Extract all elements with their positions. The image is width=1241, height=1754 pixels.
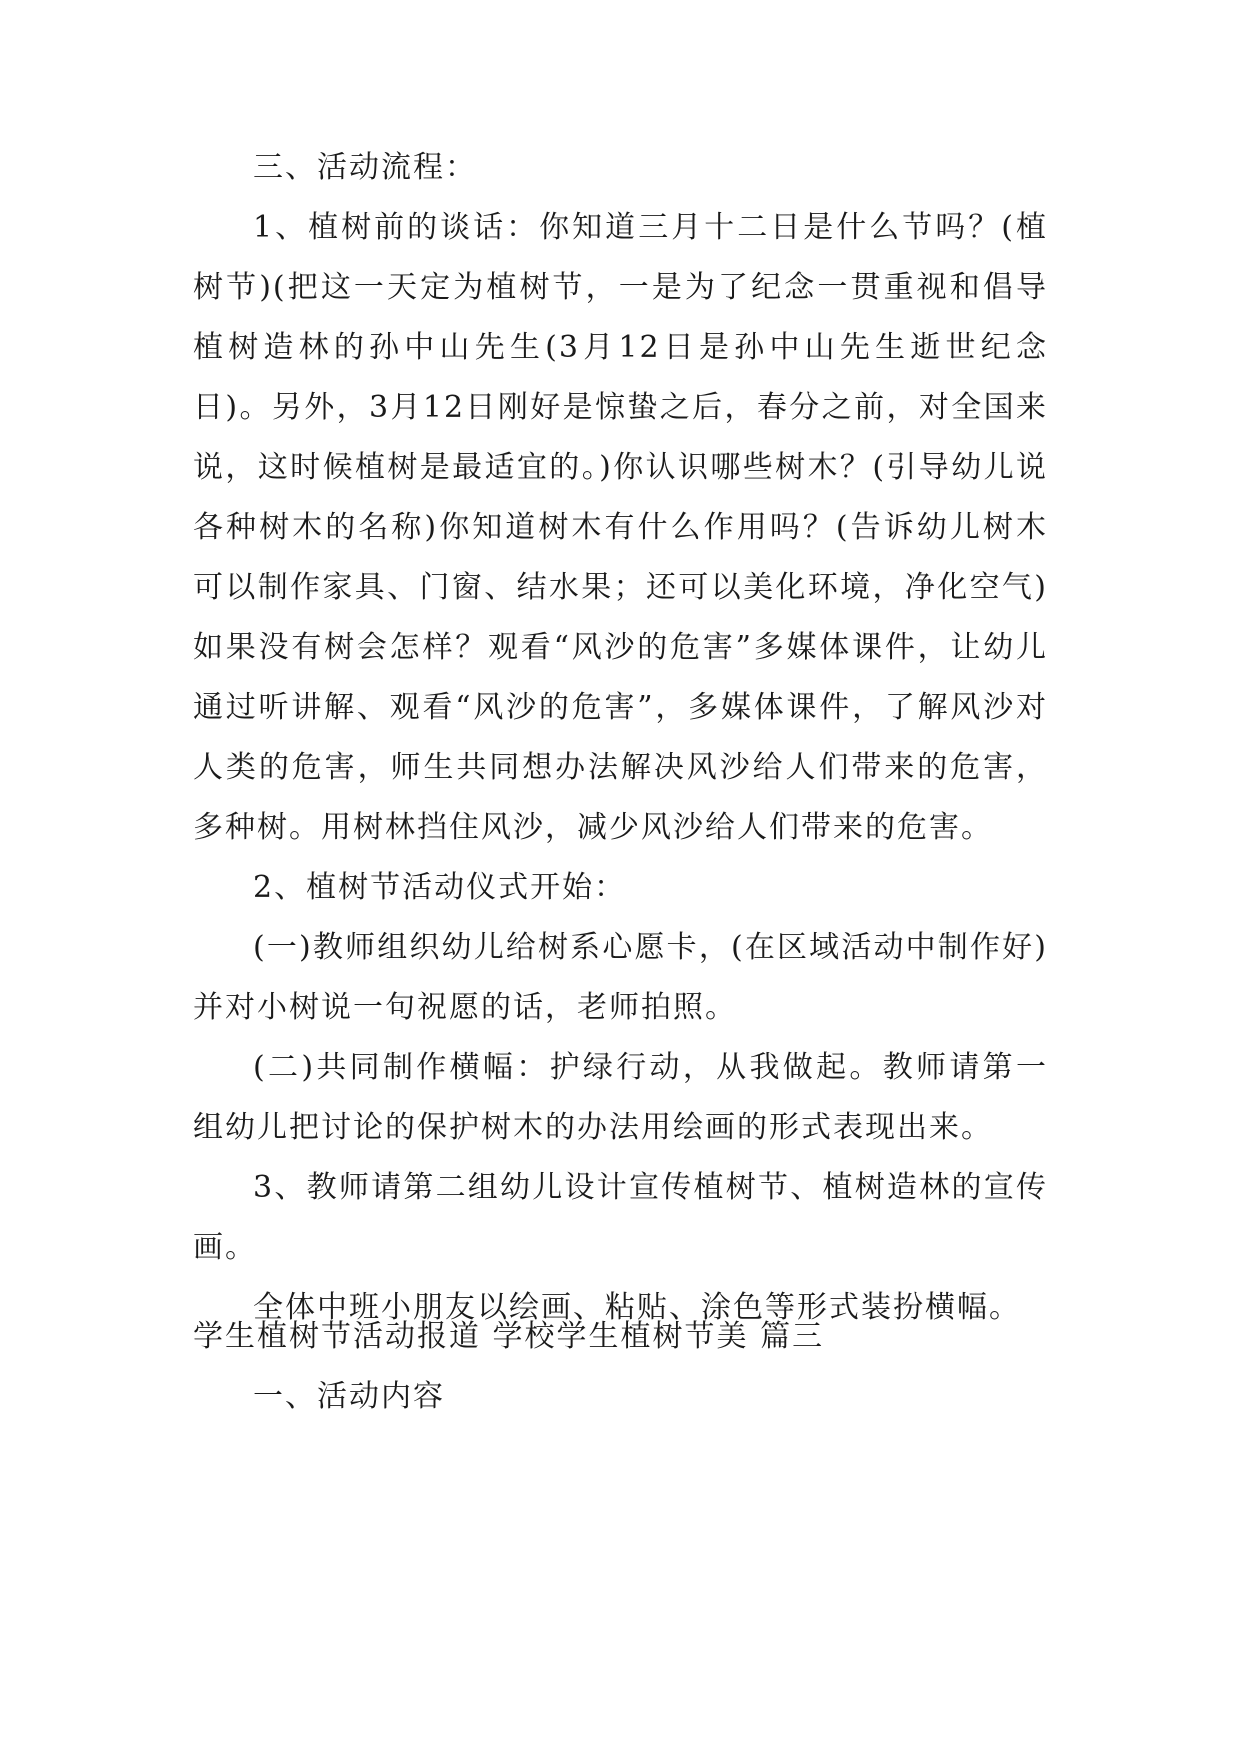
paragraph-step-2-part-1: (一)教师组织幼儿给树系心愿卡，(在区域活动中制作好)并对小树说一句祝愿的话，老师拍照。 xyxy=(193,930,1048,1025)
paragraph-step-3: 3、教师请第二组幼儿设计宣传植树节、植树造林的宣传画。 xyxy=(193,1170,1048,1265)
paragraph-step-1: 1、植树前的谈话：你知道三月十二日是什么节吗？(植树节)(把这一天定为植树节，一是为了纪念一贯重视和倡导植树造林的孙中山先生(3月12日是孙中山先生逝世纪念日)。另外，3月12日刚好是惊蛰之后，春分之前，对全国来说，这时候植树是最适宜的。)你认识哪些树木？(引导幼儿说各种树木的名称)你知道树木有什么作用吗？(告诉幼儿树木可以制作家具、门窗、结水果；还可以美化环境，净化空气)如果没有树会怎样？观看“风沙的危害”多媒体课件，让幼儿通过听讲解、观看“风沙的危害”，多媒体课件，了解风沙对人类的危害，师生共同想办法解决风沙给人们带来的危害，多种树。用树林挡住风沙，减少风沙给人们带来的危害。 xyxy=(193,210,1048,845)
paragraph-step-2: 2、植树节活动仪式开始： xyxy=(253,870,627,905)
section-heading: 学生植树节活动报道 学校学生植树节美 篇三 xyxy=(193,1319,825,1354)
section-subheading: 一、活动内容 xyxy=(253,1379,445,1414)
section-three xyxy=(193,1307,1048,1427)
document-body xyxy=(193,138,1048,1338)
paragraph-closing: 全体中班小朋友以绘画、粘贴、涂色等形式装扮横幅。 xyxy=(253,1290,1021,1325)
paragraph-section-three-title: 三、活动流程： xyxy=(253,150,477,185)
paragraph-step-2-part-2: (二)共同制作横幅：护绿行动，从我做起。教师请第一组幼儿把讨论的保护树木的办法用绘画的形式表现出来。 xyxy=(193,1050,1048,1145)
